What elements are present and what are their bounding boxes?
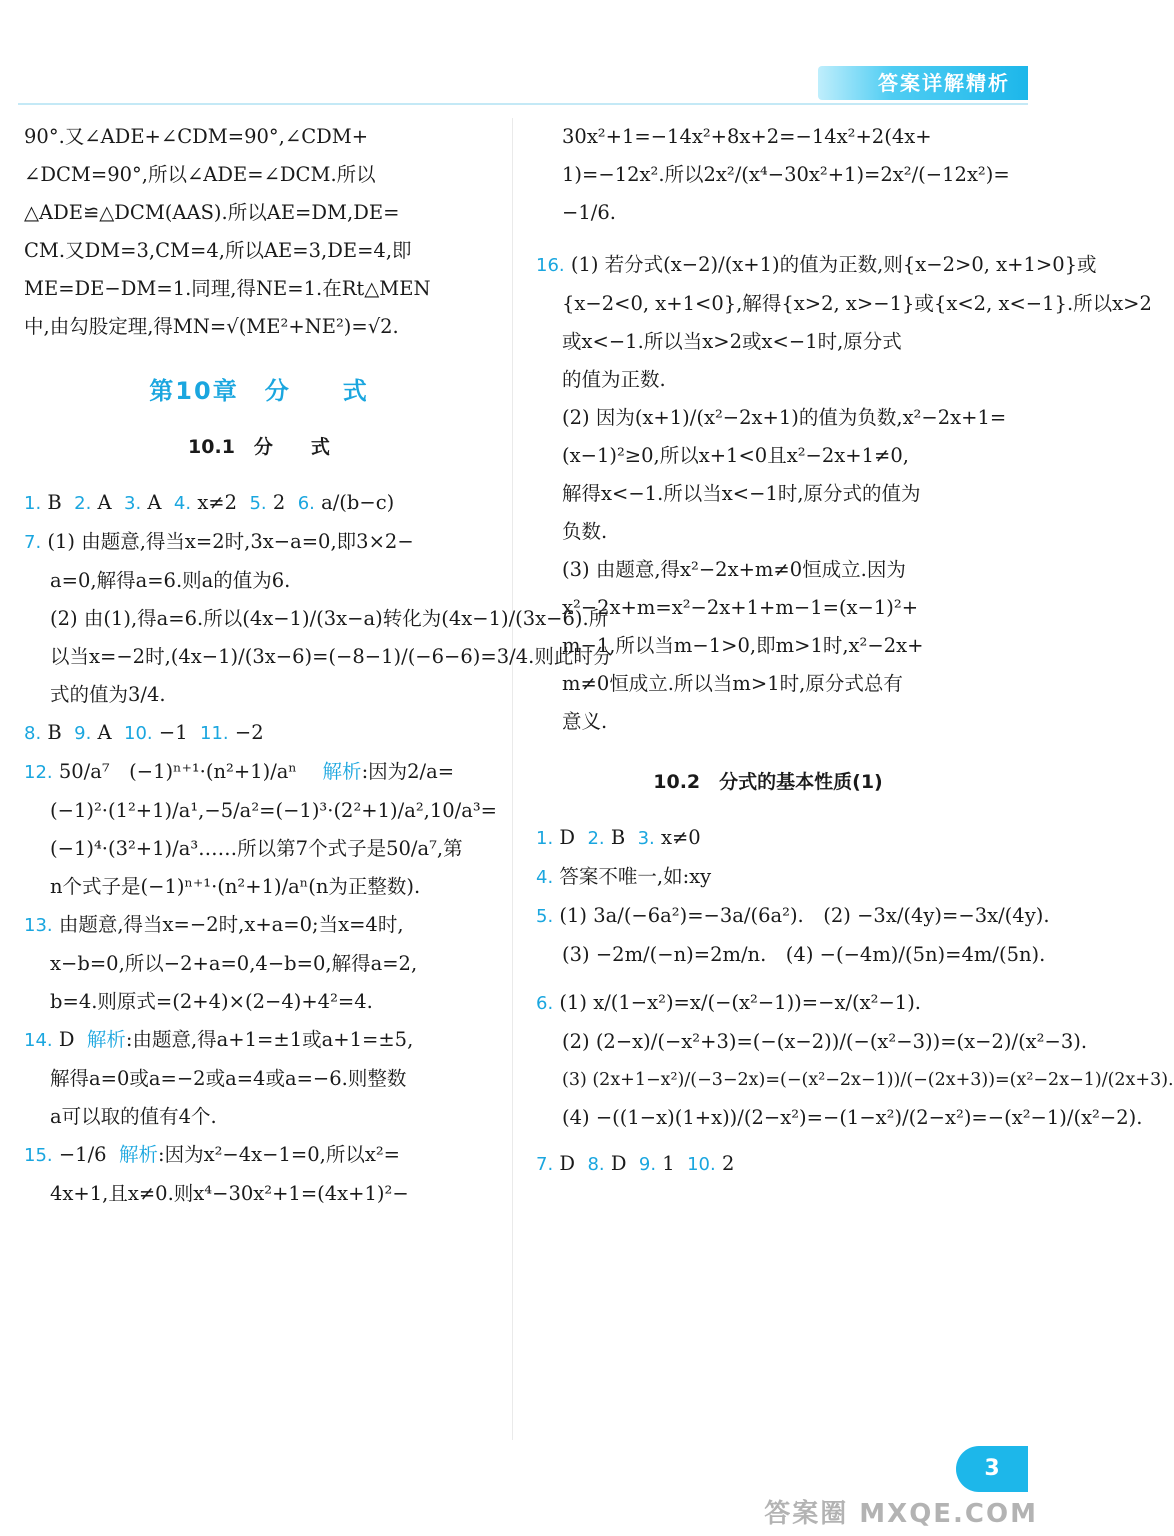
answer-text: x≠0 <box>660 826 701 849</box>
text-line: x−b=0,所以−2+a=0,4−b=0,解得a=2, <box>50 952 418 975</box>
text-line: (2) 由(1),得a=6.所以(4x−1)/(3x−a)转化为(4x−1)/(3x−6).所 <box>50 607 609 630</box>
answer-text: 2 <box>272 491 286 514</box>
answer-row <box>24 714 494 753</box>
text-line: 意义. <box>562 710 608 733</box>
question-number: 15. <box>24 1145 53 1166</box>
text-line: n个式子是(−1)ⁿ⁺¹·(n²+1)/aⁿ(n为正整数). <box>50 875 421 898</box>
question-number: 10. <box>124 723 153 744</box>
answer-text: 2 <box>721 1152 735 1175</box>
question-number: 2. <box>74 493 92 514</box>
question-number: 2. <box>587 828 605 849</box>
question-number: 16. <box>536 255 565 276</box>
analysis-label: 解析 <box>322 760 362 783</box>
question-number: 3. <box>124 493 142 514</box>
text-line: {x−2<0, x+1<0},解得{x>2, x>−1}或{x<2, x<−1}.所以x>2 <box>562 292 1152 315</box>
question-number: 1. <box>24 493 42 514</box>
analysis-label: 解析 <box>118 1143 158 1166</box>
question-number: 6. <box>297 493 315 514</box>
answer-row <box>536 819 1000 858</box>
answer-row <box>536 984 1000 1023</box>
text-line: 解得x<−1.所以当x<−1时,原分式的值为 <box>562 482 921 505</box>
question-number: 1. <box>536 828 554 849</box>
text-line: (−1)⁴·(3²+1)/a³……所以第7个式子是50/a⁷,第 <box>50 837 463 860</box>
answer-row <box>24 1136 494 1175</box>
answer-row <box>24 906 494 945</box>
answer-text: D <box>559 826 576 849</box>
question-number: 11. <box>200 723 229 744</box>
text-line: 1)=−12x².所以2x²/(x⁴−30x²+1)=2x²/(−12x²)= <box>562 163 1010 186</box>
question-number: 7. <box>536 1154 554 1175</box>
page-number: 3 <box>956 1446 1028 1492</box>
text-line: (3) (2x+1−x²)/(−3−2x)=(−(x²−2x−1))/(−(2x+3))=(x²−2x−1)/(2x+3). <box>562 1070 1174 1090</box>
answer-row <box>536 858 1000 897</box>
question-number: 9. <box>638 1154 657 1175</box>
question-number: 5. <box>249 493 267 514</box>
question-number: 6. <box>536 993 554 1014</box>
answer-row <box>536 897 1050 936</box>
text-line: m−1,所以当m−1>0,即m>1时,x²−2x+ <box>562 634 924 657</box>
question-number: 7. <box>24 532 42 553</box>
text-line: 式的值为3/4. <box>50 683 166 706</box>
text-line: (3) 由题意,得x²−2x+m≠0恒成立.因为 <box>562 558 906 581</box>
text-line: ME=DE−DM=1.同理,得NE=1.在Rt△MEN <box>24 277 431 300</box>
answer-text: −1/6 <box>58 1143 107 1166</box>
answer-text: B <box>610 826 626 849</box>
text-line: 解得a=0或a=−2或a=4或a=−6.则整数 <box>50 1067 407 1090</box>
text-line: (4) −((1−x)(1+x))/(2−x²)=−(1−x²)/(2−x²)=−(x²−1)/(x²−2). <box>562 1106 1143 1129</box>
question-number: 5. <box>536 906 554 927</box>
text-line: △ADE≌△DCM(AAS).所以AE=DM,DE= <box>24 201 400 224</box>
text-line: 中,由勾股定理,得MN=√(ME²+NE²)=√2. <box>24 315 399 338</box>
question-number: 12. <box>24 762 53 783</box>
question-number: 8. <box>587 1154 605 1175</box>
column-divider <box>512 118 513 1440</box>
text-line: a可以取的值有4个. <box>50 1105 217 1128</box>
watermark: 答案圈 MXQE.COM <box>764 1499 1038 1529</box>
text-line: −1/6. <box>562 201 616 224</box>
answer-text: D <box>610 1152 627 1175</box>
text-line: x²−2x+m=x²−2x+1+m−1=(x−1)²+ <box>562 596 919 619</box>
answer-text: −1 <box>158 721 188 744</box>
answer-text: B <box>47 721 62 744</box>
text-line: (2) 因为(x+1)/(x²−2x+1)的值为负数,x²−2x+1= <box>562 406 1007 429</box>
text-line: a=0,解得a=6.则a的值为6. <box>50 569 291 592</box>
text-line: 由题意,得当x=−2时,x+a=0;当x=4时, <box>58 913 404 936</box>
text-line: 以当x=−2时,(4x−1)/(3x−6)=(−8−1)/(−6−6)=3/4.则此时分 <box>50 645 613 668</box>
text-line: (x−1)²≥0,所以x+1<0且x²−2x+1≠0, <box>562 444 909 467</box>
answer-text: A <box>147 491 162 514</box>
answer-text: D <box>559 1152 576 1175</box>
right-column <box>536 118 1174 1184</box>
answer-text: x≠2 <box>197 491 238 514</box>
answer-row <box>24 753 494 792</box>
text-line: (2) (2−x)/(−x²+3)=(−(x−2))/(−(x²−3))=(x−2)/(x²−3). <box>562 1030 1088 1053</box>
answer-row <box>536 1145 1000 1184</box>
text-line: b=4.则原式=(2+4)×(2−4)+4²=4. <box>50 990 373 1013</box>
answer-text: 50/a⁷ (−1)ⁿ⁺¹·(n²+1)/aⁿ <box>58 760 317 783</box>
text-line: :因为x²−4x−1=0,所以x²= <box>158 1143 400 1166</box>
text-line: ∠DCM=90°,所以∠ADE=∠DCM.所以 <box>24 163 376 186</box>
text-line: CM.又DM=3,CM=4,所以AE=3,DE=4,即 <box>24 239 412 262</box>
answer-row <box>24 1021 494 1060</box>
answer-text: A <box>97 721 112 744</box>
text-line: 或x<−1.所以当x>2或x<−1时,原分式 <box>562 330 902 353</box>
answer-row <box>24 484 494 523</box>
answer-row <box>24 523 494 562</box>
text-line: (−1)²·(1²+1)/a¹,−5/a²=(−1)³·(2²+1)/a²,10/a³= <box>50 799 498 822</box>
question-number: 8. <box>24 723 42 744</box>
text-line: 30x²+1=−14x²+8x+2=−14x²+2(4x+ <box>562 125 932 148</box>
answer-text: 答案不唯一,如:xy <box>559 865 712 888</box>
section-title: 10.1 分 式 <box>188 436 330 458</box>
question-number: 3. <box>637 828 655 849</box>
section-title: 10.2 分式的基本性质(1) <box>653 771 883 793</box>
question-number: 13. <box>24 915 53 936</box>
header-rule <box>18 103 1028 105</box>
answer-text: 1 <box>662 1152 675 1175</box>
analysis-label: 解析 <box>86 1028 126 1051</box>
text-line: (1) 由题意,得当x=2时,3x−a=0,即3×2− <box>47 530 414 553</box>
text-line: m≠0恒成立.所以当m>1时,原分式总有 <box>562 672 903 695</box>
text-line: (3) −2m/(−n)=2m/n. (4) −(−4m)/(5n)=4m/(5n). <box>562 943 1046 966</box>
answer-text: A <box>97 491 112 514</box>
answer-row <box>536 246 1097 285</box>
question-number: 10. <box>687 1154 716 1175</box>
answer-text: B <box>47 491 62 514</box>
text-line: :因为2/a= <box>361 760 455 783</box>
text-line: (1) 3a/(−6a²)=−3a/(6a²). (2) −3x/(4y)=−3x/(4y). <box>559 904 1050 927</box>
answer-text: D <box>58 1028 75 1051</box>
answer-text: a/(b−c) <box>321 491 395 514</box>
question-number: 4. <box>173 493 192 514</box>
question-number: 14. <box>24 1030 53 1051</box>
text-line: 90°.又∠ADE+∠CDM=90°,∠CDM+ <box>24 125 369 148</box>
text-line: 4x+1,且x≠0.则x⁴−30x²+1=(4x+1)²− <box>50 1182 409 1205</box>
text-line: :由题意,得a+1=±1或a+1=±5, <box>125 1028 414 1051</box>
question-number: 4. <box>536 867 554 888</box>
text-line: (1) 若分式(x−2)/(x+1)的值为正数,则{x−2>0, x+1>0}或 <box>570 253 1097 276</box>
text-line: (1) x/(1−x²)=x/(−(x²−1))=−x/(x²−1). <box>559 991 922 1014</box>
spacer <box>536 232 1000 246</box>
header-tab: 答案详解精析 <box>818 66 1028 100</box>
answer-text: −2 <box>234 721 264 744</box>
chapter-title: 第10章 分 式 <box>149 377 369 405</box>
text-line: 负数. <box>562 520 608 543</box>
text-line: 的值为正数. <box>562 368 666 391</box>
question-number: 9. <box>74 723 92 744</box>
